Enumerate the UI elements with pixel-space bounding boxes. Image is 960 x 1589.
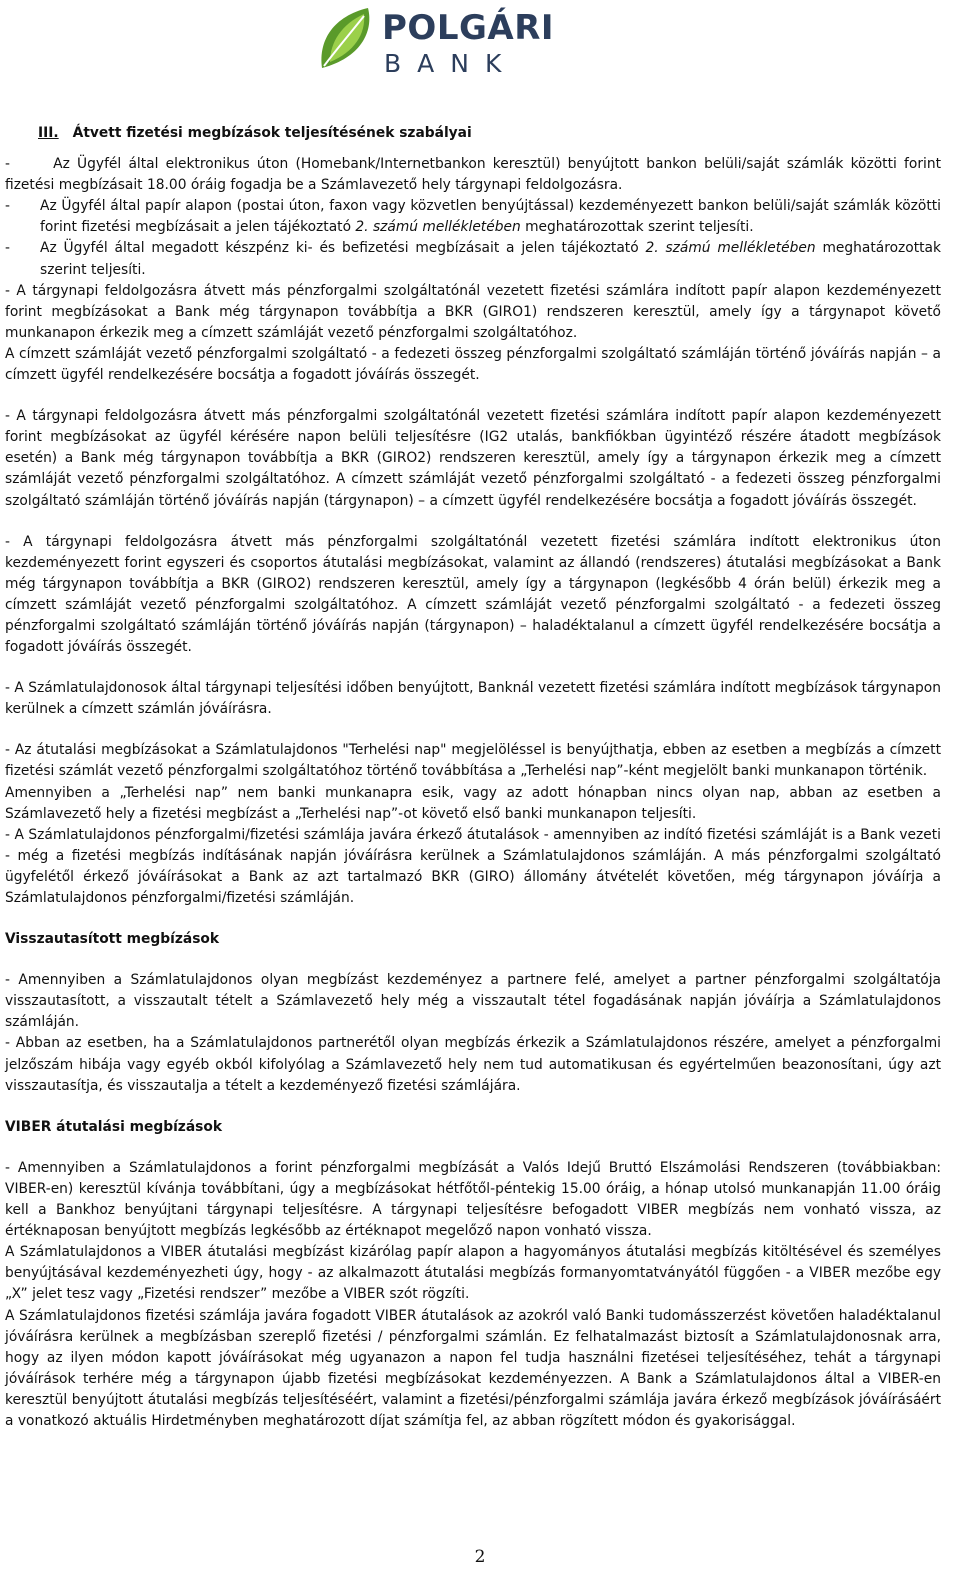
page-number: 2 xyxy=(474,1547,486,1567)
spacer xyxy=(5,144,941,154)
subheading-rejected: Visszautasított megbízások xyxy=(5,931,220,948)
spacer xyxy=(5,512,941,532)
annex-reference: 2. számú mellékletében xyxy=(645,240,816,257)
list-item: - Az Ügyfél által megadott készpénz ki- és befizetési megbízásait a jelen tájékoztató 2. számú mellékletében meghatározottak szerint teljesíti. xyxy=(5,240,941,278)
paragraph: - A tárgynapi feldolgozásra átvett más pénzforgalmi szolgáltatónál vezetett fizetési számlára indított papír alapon kezdeményezett forint megbízásokat a Bank még tárgynapon továbbítja a BKR (GIRO1) rendszeren keresztül, amely így a tárgynapot követő munkanapon érkezik meg a címzett számláját vezető pénzforgalmi szolgáltatóhoz. xyxy=(5,282,941,341)
spacer xyxy=(5,1097,941,1117)
spacer xyxy=(5,1138,941,1158)
list-item-text: Az Ügyfél által elektronikus úton (Homebank/Internetbankon keresztül) benyújtott bankon belüli/saját számlák közötti forint fizetési megbízásait 18.00 óráig fogadja be a Számlavezető hely tárgynapi feldolgozásra. xyxy=(5,156,941,194)
paragraph: - A tárgynapi feldolgozásra átvett más pénzforgalmi szolgáltatónál vezetett fizetési számlára indított elektronikus úton kezdeményezett forint egyszeri és csoportos átutalási megbízásokat, valamint az állandó (rendszeres) átutalási megbízásokat a Bank még tárgynapon továbbítja a BKR (GIRO2) rendszeren keresztül, amely így a tárgynapon (legkésőbb 4 órán belül) érkezik meg a címzett számláját vezető pénzforgalmi szolgáltatóhoz. A címzett számláját vezető pénzforgalmi szolgáltató - a fedezeti összeg pénzforgalmi szolgáltató számláján történő jóváírás napján (tárgynapon) – haladéktalanul a címzett ügyfél rendelkezésére bocsátja a fogadott jóváírás összegét. xyxy=(5,533,941,656)
bank-logo xyxy=(316,4,555,82)
paragraph: - Abban az esetben, ha a Számlatulajdonos partnerétől olyan megbízás érkezik a Számlatulajdonos részére, amelyet a pénzforgalmi jelzőszám hibája vagy egyéb okból kifolyólag a Számlavezető hely nem tud automatikusan és egyértelműen beazonosítani, úgy azt visszautasítja, és visszautalja a tételt a kezdeményező fizetési számlájára. xyxy=(5,1035,941,1094)
section-number: III. xyxy=(38,125,59,141)
section-title: Átvett fizetési megbízások teljesítésének szabályai xyxy=(72,125,472,141)
paragraph: - Amennyiben a Számlatulajdonos olyan megbízást kezdeményez a partnere felé, amelyet a partner pénzforgalmi szolgáltatója visszautasított, a visszautalt tételt a Számlavezető hely még a visszautalt tétel fogadásának napján jóváírja a Számlatulajdonos számláján. xyxy=(5,972,941,1031)
spacer xyxy=(5,950,941,970)
list-item: - Az Ügyfél által papír alapon (postai úton, faxon vagy közvetlen benyújtással) kezdeményezett bankon belüli/saját számlák közötti forint fizetési megbízásait a jelen tájékoztató 2. számú mellékletében meghatározottak szerint teljesíti. xyxy=(5,198,941,236)
section-heading xyxy=(5,123,941,144)
list-item: - Az Ügyfél által elektronikus úton (Homebank/Internetbankon keresztül) benyújtott bankon belüli/saját számlák közötti forint fizetési megbízásait 18.00 óráig fogadja be a Számlavezető hely tárgynapi feldolgozásra. xyxy=(5,156,941,194)
leaf-icon xyxy=(316,6,378,74)
paragraph: Amennyiben a „Terhelési nap” nem banki munkanapra esik, vagy az adott hónapban nincs olyan nap, abban az esetben a Számlavezető hely a fizetési megbízást a „Terhelési nap”-ot követő első banki munkanapon teljesíti. xyxy=(5,784,941,822)
logo-subword: BANK xyxy=(384,49,518,78)
list-item-text: meghatározottak szerint teljesíti. xyxy=(40,240,941,278)
spacer xyxy=(5,386,941,406)
paragraph: - A Számlatulajdonos pénzforgalmi/fizetési számlája javára érkező átutalások - amennyiben az indító fizetési számláját is a Bank vezeti - még a fizetési megbízás indításának napján jóváírásra kerülnek a Számlatulajdonos számláján. A más pénzforgalmi szolgáltató ügyfelétől érkező jóváírásokat a Bank az azt tartalmazó BKR (GIRO) állomány átvételét követően, még tárgynapon jóváírja a Számlatulajdonos pénzforgalmi/fizetési számláján. xyxy=(5,826,941,906)
subheading-viber: VIBER átutalási megbízások xyxy=(5,1118,223,1135)
list-item-text: Az Ügyfél által papír alapon (postai úton, faxon vagy közvetlen benyújtással) kezdeményezett bankon belüli/saját számlák közötti forint fizetési megbízásait a jelen tájékoztató xyxy=(40,198,941,236)
document-body xyxy=(5,123,941,1432)
logo-wordmark: POLGÁRI xyxy=(382,8,555,48)
spacer xyxy=(5,658,941,678)
list-item-text: Az Ügyfél által megadott készpénz ki- és befizetési megbízásait a jelen tájékoztató xyxy=(40,240,646,257)
paragraph: - A Számlatulajdonosok által tárgynapi teljesítési időben benyújtott, Banknál vezetett fizetési számlára indított megbízások tárgynapon kerülnek a címzett számlán jóváírásra. xyxy=(5,680,941,718)
spacer xyxy=(5,720,941,740)
annex-reference: 2. számú mellékletében xyxy=(355,219,521,236)
paragraph: - Az átutalási megbízásokat a Számlatulajdonos "Terhelési nap" megjelöléssel is benyújthatja, ebben az esetben a megbízás a címzett fizetési számlát vezető pénzforgalmi szolgáltatóhoz történő továbbítása a „Terhelési nap”-ként megjelölt banki munkanapon történik. xyxy=(5,742,941,780)
paragraph: A Számlatulajdonos fizetési számlája javára fogadott VIBER átutalások az azokról való Banki tudomásszerzést követően haladéktalanul jóváírásra kerülnek a megbízásban szereplő fizetési / pénzforgalmi számlán. Ez felhatalmazást biztosít a Számlatulajdonosnak arra, hogy az ilyen módon kapott jóváírásokat még ugyanazon a napon fel tudja használni fizetései teljesítéséhez, tehát a tárgynapi jóváírások terhére még a tárgynapon újabb fizetési megbízásokat kezdeményezzen. A Bank a Számlatulajdonos által a VIBER-en keresztül benyújtott átutalási megbízás teljesítéséért, valamint a fizetési/pénzforgalmi számlája javára érkező megbízások jóváírásáért a vonatkozó aktuális Hirdetményben meghatározott díjat számítja fel, az abban rögzített módon és gyakorisággal. xyxy=(5,1307,941,1429)
paragraph: A Számlatulajdonos a VIBER átutalási megbízást kizárólag papír alapon a hagyományos átutalási megbízás kitöltésével és személyes benyújtásával kezdeményezheti úgy, hogy - az alkalmazott átutalási megbízás formanyomtatványától függően - a VIBER mezőbe egy „X” jelet tesz vagy „Fizetési rendszer” mezőbe a VIBER szót rögzíti. xyxy=(5,1244,941,1303)
spacer xyxy=(5,909,941,929)
paragraph: A címzett számláját vezető pénzforgalmi szolgáltató - a fedezeti összeg pénzforgalmi szolgáltató számláján történő jóváírás napján – a címzett ügyfél rendelkezésére bocsátja a fogadott jóváírás összegét. xyxy=(5,345,941,384)
list-item-text: meghatározottak szerint teljesíti. xyxy=(520,219,754,236)
paragraph: - Amennyiben a Számlatulajdonos a forint pénzforgalmi megbízását a Valós Idejű Bruttó Elszámolási Rendszeren (továbbiakban: VIBER-en) keresztül kívánja továbbítani, úgy a megbízásokat hétfőtől-péntekig 15.00 óráig, a hónap utolsó munkanapján 11.00 óráig kell a Bankhoz benyújtani tárgynapi teljesítésre. A tárgynapi teljesítésre befogadott VIBER megbízás nem vonható vissza, az értéknaposan benyújtott megbízás legkésőbb az értéknapot megelőző napon vonható vissza. xyxy=(5,1159,941,1240)
paragraph: - A tárgynapi feldolgozásra átvett más pénzforgalmi szolgáltatónál vezetett fizetési számlára indított papír alapon kezdeményezett forint megbízásokat az ügyfél kérésére napon belüli teljesítésre (IG2 utalás, bankfiókban ügyintéző részére átadott megbízások esetén) a Bank még tárgynapon továbbítja a BKR (GIRO2) rendszeren keresztül, amely így a tárgynapon érkezik meg a címzett számláját vezető pénzforgalmi szolgáltatóhoz. A címzett számláját vezető pénzforgalmi szolgáltató - a fedezeti összeg pénzforgalmi szolgáltató számláján történő jóváírás napján (tárgynapon) – a címzett ügyfél rendelkezésére bocsátja a fogadott jóváírás összegét. xyxy=(5,408,941,509)
